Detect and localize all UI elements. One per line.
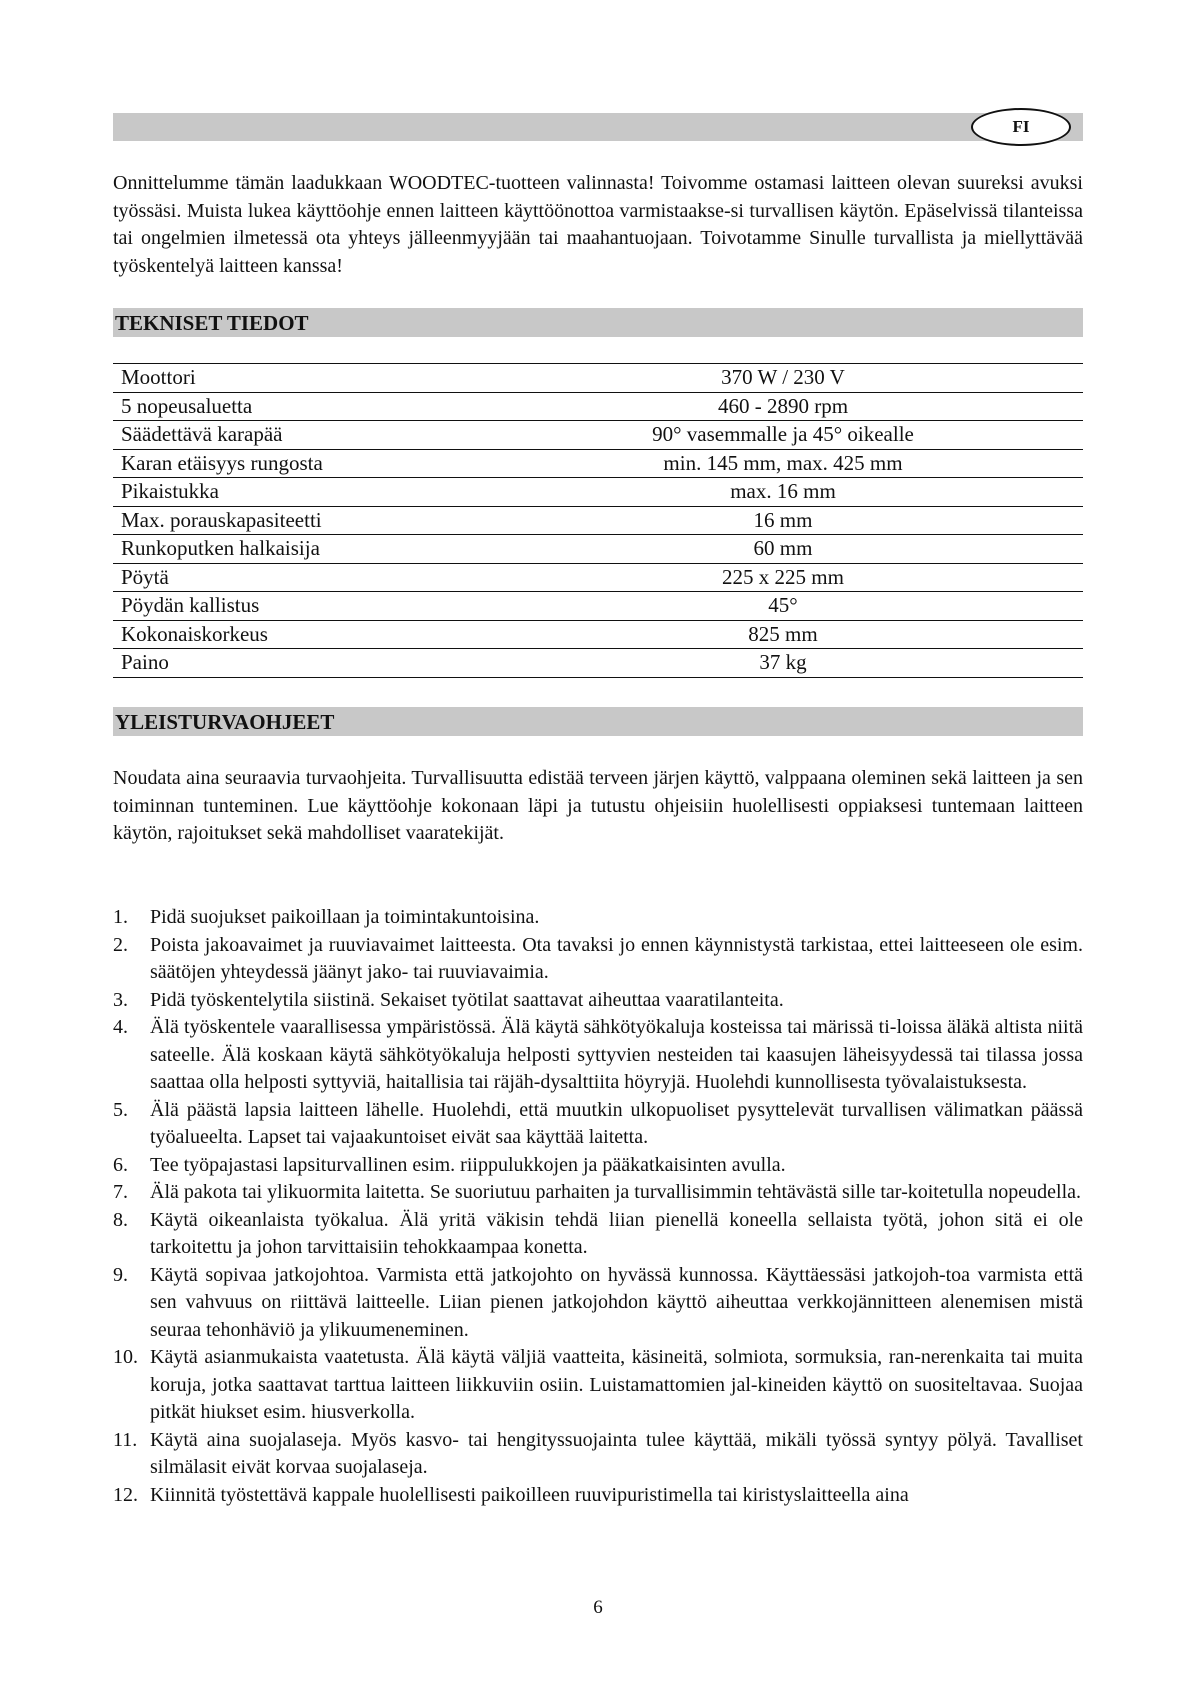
spec-value: 16 mm (483, 506, 1083, 535)
item-number: 12. (113, 1483, 138, 1506)
section-heading-tech: TEKNISET TIEDOT (113, 308, 1083, 337)
spec-value: max. 16 mm (483, 478, 1083, 507)
table-row (113, 449, 1083, 478)
spec-value: min. 145 mm, max. 425 mm (483, 449, 1083, 478)
spec-label: Pöytä (113, 563, 483, 592)
list-item (113, 1014, 1083, 1097)
header-bar (113, 113, 1083, 141)
spec-label: Max. porauskapasiteetti (113, 506, 483, 535)
item-number: 5. (113, 1098, 128, 1121)
item-text: Pidä suojukset paikoillaan ja toimintakuntoisina. (150, 906, 540, 928)
item-number: 6. (113, 1153, 128, 1176)
section-heading-safety: YLEISTURVAOHJEET (113, 707, 1083, 736)
list-item (113, 1344, 1083, 1427)
list-item (113, 987, 1083, 1015)
list-item (113, 1262, 1083, 1345)
item-number: 3. (113, 988, 128, 1011)
list-item (113, 904, 1083, 932)
spec-label: 5 nopeusaluetta (113, 392, 483, 421)
spec-value: 90° vasemmalle ja 45° oikealle (483, 421, 1083, 450)
list-item (113, 1482, 1083, 1510)
item-text: Kiinnitä työstettävä kappale huolellisesti paikoilleen ruuvipuristimella tai kiristyslaitteella aina (150, 1483, 909, 1506)
intro-paragraph: Onnittelumme tämän laadukkaan WOODTEC-tuotteen valinnasta! Toivomme ostamasi laitteen olevan suureksi avuksi työssäsi. Muista lukea käyttöohje ennen laitteen käyttöönottoa varmistaakse-si turvallisen käytön. Epäselvissä tilanteissa tai ongelmien ilmetessä ota yhteys jälleenmyyjään tai maahantuojaan. Toivotamme Sinulle turvallista ja miellyttävää työskentelyä laitteen kanssa! (113, 172, 1083, 277)
item-text: Käytä asianmukaista vaatetusta. Älä käytä väljiä vaatteita, käsineitä, solmiota, sormuksia, ran-nerenkaita tai muita koruja, jotka saattavat tarttua laitteen liikkuviin osiin. Luistamattomien jal-kineiden käyttö on suositeltavaa. Suojaa pitkät hiukset esim. hiusverkolla. (150, 1346, 1083, 1423)
item-number: 1. (113, 906, 128, 928)
table-row (113, 592, 1083, 621)
spec-label: Pöydän kallistus (113, 592, 483, 621)
table-row (113, 478, 1083, 507)
list-item (113, 1152, 1083, 1180)
item-text: Älä työskentele vaarallisessa ympäristössä. Älä käytä sähkötyökaluja kosteissa tai märissä ti-loissa äläkä altista niitä sateelle. Älä koskaan käytä sähkötyökaluja helposti syttyvien nesteiden tai kaasujen läheisyydessä tai tilassa jossa saattaa olla helposti syttyviä, haitallisia tai räjäh-dysalttiita höyryjä. Huolehdi kunnollisesta työvalaistuksesta. (150, 1016, 1083, 1093)
item-text: Älä pakota tai ylikuormita laitetta. Se suoriutuu parhaiten ja turvallisimmin tehtävästä sille tar-koitetulla nopeudella. (150, 1181, 1082, 1203)
language-badge: FI (971, 108, 1071, 146)
table-row (113, 563, 1083, 592)
spec-label: Karan etäisyys rungosta (113, 449, 483, 478)
table-row (113, 649, 1083, 678)
table-row (113, 506, 1083, 535)
item-number: 10. (113, 1346, 138, 1368)
table-row (113, 392, 1083, 421)
spec-value: 225 x 225 mm (483, 563, 1083, 592)
spec-value: 45° (483, 592, 1083, 621)
page-number: 6 (593, 1597, 603, 1618)
item-text: Pidä työskentelytila siistinä. Sekaiset työtilat saattavat aiheuttaa vaaratilanteita. (150, 988, 784, 1011)
item-number: 9. (113, 1263, 128, 1286)
spec-value: 370 W / 230 V (483, 364, 1083, 393)
item-text: Tee työpajastasi lapsiturvallinen esim. riippulukkojen ja pääkatkaisinten avulla. (150, 1153, 786, 1176)
spec-value: 60 mm (483, 535, 1083, 564)
item-text: Poista jakoavaimet ja ruuviavaimet laitteesta. Ota tavaksi jo ennen käynnistystä tarkistaa, ettei laitteeseen ole esim. säätöjen yhteydessä jäänyt jako- tai ruuviavaimia. (150, 933, 1083, 983)
item-text: Käytä sopivaa jatkojohtoa. Varmista että jatkojohto on hyvässä kunnossa. Käyttäessäsi jatkojoh-toa varmista että sen vahvuus on riittävä laitteelle. Liian pienen jatkojohdon käyttö aiheuttaa verkkojännitteen alenemisen mistä seuraa tehonhäviö ja ylikuumeneminen. (150, 1263, 1083, 1341)
item-number: 2. (113, 933, 128, 956)
item-number: 4. (113, 1016, 128, 1038)
spec-label: Säädettävä karapää (113, 421, 483, 450)
list-item (113, 932, 1083, 987)
item-number: 8. (113, 1208, 128, 1231)
spec-label: Pikaistukka (113, 478, 483, 507)
item-number: 7. (113, 1181, 128, 1203)
table-row (113, 535, 1083, 564)
spec-table (113, 363, 1083, 678)
list-item (113, 1179, 1083, 1207)
spec-label: Kokonaiskorkeus (113, 620, 483, 649)
spec-label: Paino (113, 649, 483, 678)
spec-label: Runkoputken halkaisija (113, 535, 483, 564)
list-item (113, 1427, 1083, 1482)
list-item (113, 1097, 1083, 1152)
list-item (113, 1207, 1083, 1262)
spec-value: 37 kg (483, 649, 1083, 678)
safety-rules-list (113, 904, 1083, 1509)
item-number: 11. (113, 1428, 138, 1451)
spec-value: 825 mm (483, 620, 1083, 649)
table-row (113, 421, 1083, 450)
spec-label: Moottori (113, 364, 483, 393)
item-text: Käytä aina suojalaseja. Myös kasvo- tai hengityssuojainta tulee käyttää, mikäli työssä syntyy pölyä. Tavalliset silmälasit eivät korvaa suojalaseja. (150, 1428, 1083, 1478)
spec-value: 460 - 2890 rpm (483, 392, 1083, 421)
table-row (113, 620, 1083, 649)
item-text: Älä päästä lapsia laitteen lähelle. Huolehdi, että muutkin ulkopuoliset pysyttelevät turvallisen välimatkan päässä työalueelta. Lapset tai vajaakuntoiset eivät saa käyttää laitetta. (150, 1098, 1083, 1148)
safety-intro-paragraph: Noudata aina seuraavia turvaohjeita. Turvallisuutta edistää terveen järjen käyttö, valppaana oleminen sekä laitteen ja sen toiminnan tunteminen. Lue käyttöohje kokonaan läpi ja tutustu ohjeisiin huolellisesti oppiaksesi tuntemaan laitteen käytön, rajoitukset sekä mahdolliset vaaratekijät. (113, 767, 1083, 844)
item-text: Käytä oikeanlaista työkalua. Älä yritä väkisin tehdä liian pienellä koneella sellaista työtä, johon sitä ei ole tarkoitettu ja johon tarvittaisiin tehokkaampaa konetta. (150, 1208, 1083, 1258)
table-row (113, 364, 1083, 393)
